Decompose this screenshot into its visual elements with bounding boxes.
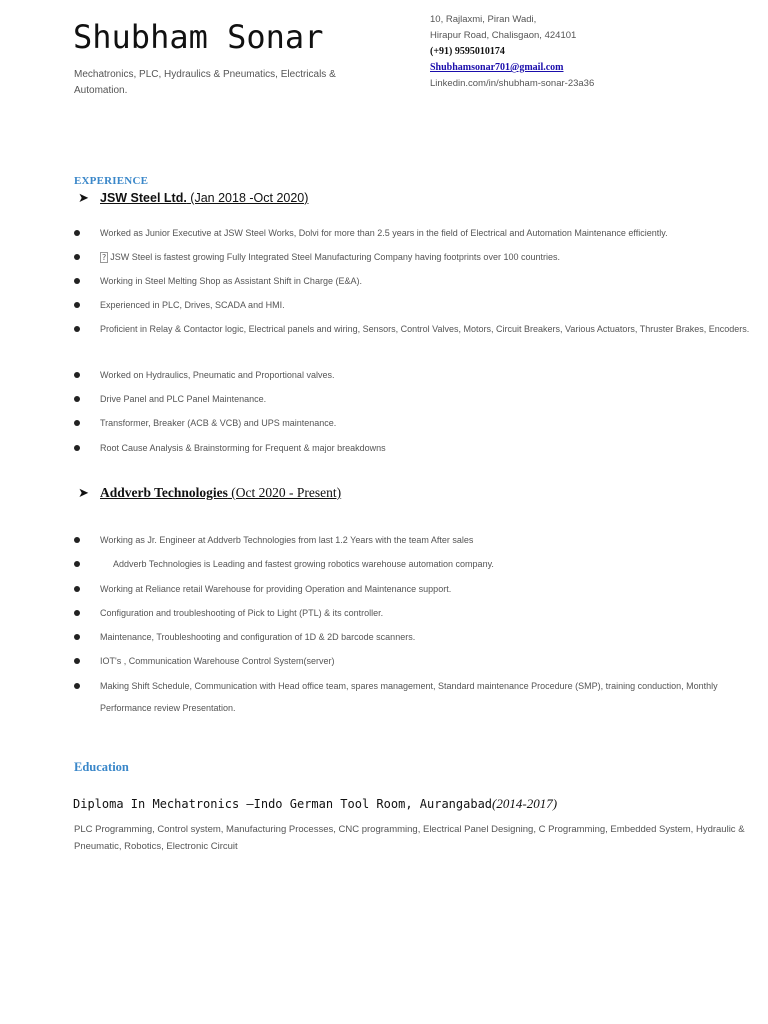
list-item: Configuration and troubleshooting of Pick to Light (PTL) & its controller. — [100, 602, 760, 624]
bullet-dot-icon — [74, 561, 80, 567]
list-item: Worked on Hydraulics, Pneumatic and Proportional valves. — [100, 364, 760, 386]
bullet-dot-icon — [74, 326, 80, 332]
bullet-dot-icon — [74, 302, 80, 308]
candidate-name: Shubham Sonar — [73, 18, 324, 56]
job-company: Addverb Technologies — [100, 485, 228, 500]
address-line-2: Hirapur Road, Chalisgaon, 424101 — [430, 30, 577, 41]
list-item: Experienced in PLC, Drives, SCADA and HMI. — [100, 294, 760, 316]
job-jsw-heading — [78, 190, 308, 206]
list-item: Transformer, Breaker (ACB & VCB) and UPS maintenance. — [100, 412, 760, 434]
bullet-dot-icon — [74, 610, 80, 616]
list-item: Working as Jr. Engineer at Addverb Technologies from last 1.2 Years with the team After sales — [100, 529, 760, 551]
job-period: (Jan 2018 -Oct 2020) — [186, 191, 309, 205]
job-title — [100, 191, 308, 205]
linkedin-url: Linkedin.com/in/shubham-sonar-23a36 — [430, 78, 595, 89]
list-item: Root Cause Analysis & Brainstorming for Frequent & major breakdowns — [100, 437, 760, 459]
phone-number: (+91) 9595010174 — [430, 46, 505, 57]
list-item: ? JSW Steel is fastest growing Fully Integrated Steel Manufacturing Company having footprints over 100 countries. — [100, 246, 760, 269]
list-item: Working in Steel Melting Shop as Assistant Shift in Charge (E&A). — [100, 270, 760, 292]
candidate-tagline: Mechatronics, PLC, Hydraulics & Pneumatics, Electricals & Automation. — [74, 69, 336, 96]
bullet-dot-icon — [74, 658, 80, 664]
list-item: Making Shift Schedule, Communication with Head office team, spares management, Standard maintenance Procedure (SMP), training conduction, Monthly Performance review Presentation. — [100, 675, 760, 719]
bullet-dot-icon — [74, 278, 80, 284]
diploma-line — [73, 796, 557, 812]
contact-block — [430, 12, 594, 92]
job-period: (Oct 2020 - Present) — [227, 485, 342, 500]
job-title — [100, 485, 341, 501]
diploma-title: Diploma In Mechatronics —Indo German Tool Room, Aurangabad — [73, 797, 493, 811]
bullet-dot-icon — [74, 634, 80, 640]
bullet-dot-icon — [74, 537, 80, 543]
bullet-dot-icon — [74, 445, 80, 451]
list-item: IOT's , Communication Warehouse Control System(server) — [100, 650, 760, 672]
education-heading: Education — [74, 760, 129, 774]
list-item: Addverb Technologies is Leading and fastest growing robotics warehouse automation company. — [100, 553, 760, 575]
bullet-dot-icon — [74, 230, 80, 236]
bullet-dot-icon — [74, 396, 80, 402]
arrow-bullet-icon: ➤ — [78, 485, 89, 500]
list-item: Maintenance, Troubleshooting and configuration of 1D & 2D barcode scanners. — [100, 626, 760, 648]
diploma-years: (2014-2017) — [492, 796, 558, 811]
job-addverb-heading — [78, 485, 341, 501]
bullet-dot-icon — [74, 254, 80, 260]
email-link[interactable]: Shubhamsonar701@gmail.com — [430, 62, 564, 73]
list-item: Working at Reliance retail Warehouse for providing Operation and Maintenance support. — [100, 578, 760, 600]
missing-glyph-icon: ? — [102, 253, 107, 262]
list-item: Proficient in Relay & Contactor logic, Electrical panels and wiring, Sensors, Control Valves, Motors, Circuit Breakers, Various Actuators, Thruster Brakes, Encoders. — [100, 318, 760, 340]
bullet-dot-icon — [74, 586, 80, 592]
bullet-dot-icon — [74, 683, 80, 689]
experience-heading: EXPERIENCE — [74, 175, 149, 187]
bullet-dot-icon — [74, 420, 80, 426]
arrow-bullet-icon: ➤ — [78, 190, 89, 205]
list-item: Worked as Junior Executive at JSW Steel Works, Dolvi for more than 2.5 years in the field of Electrical and Automation Maintenance efficiently. — [100, 222, 760, 244]
job-company: JSW Steel Ltd. — [100, 191, 187, 205]
bullet-dot-icon — [74, 372, 80, 378]
diploma-subjects: PLC Programming, Control system, Manufacturing Processes, CNC programming, Electrical Panel Designing, C Programming, Embedded System, Hydraulic & Pneumatic, Robotics, Electronic Circuit — [74, 824, 745, 852]
list-item: Drive Panel and PLC Panel Maintenance. — [100, 388, 760, 410]
address-line-1: 10, Rajlaxmi, Piran Wadi, — [430, 14, 537, 25]
